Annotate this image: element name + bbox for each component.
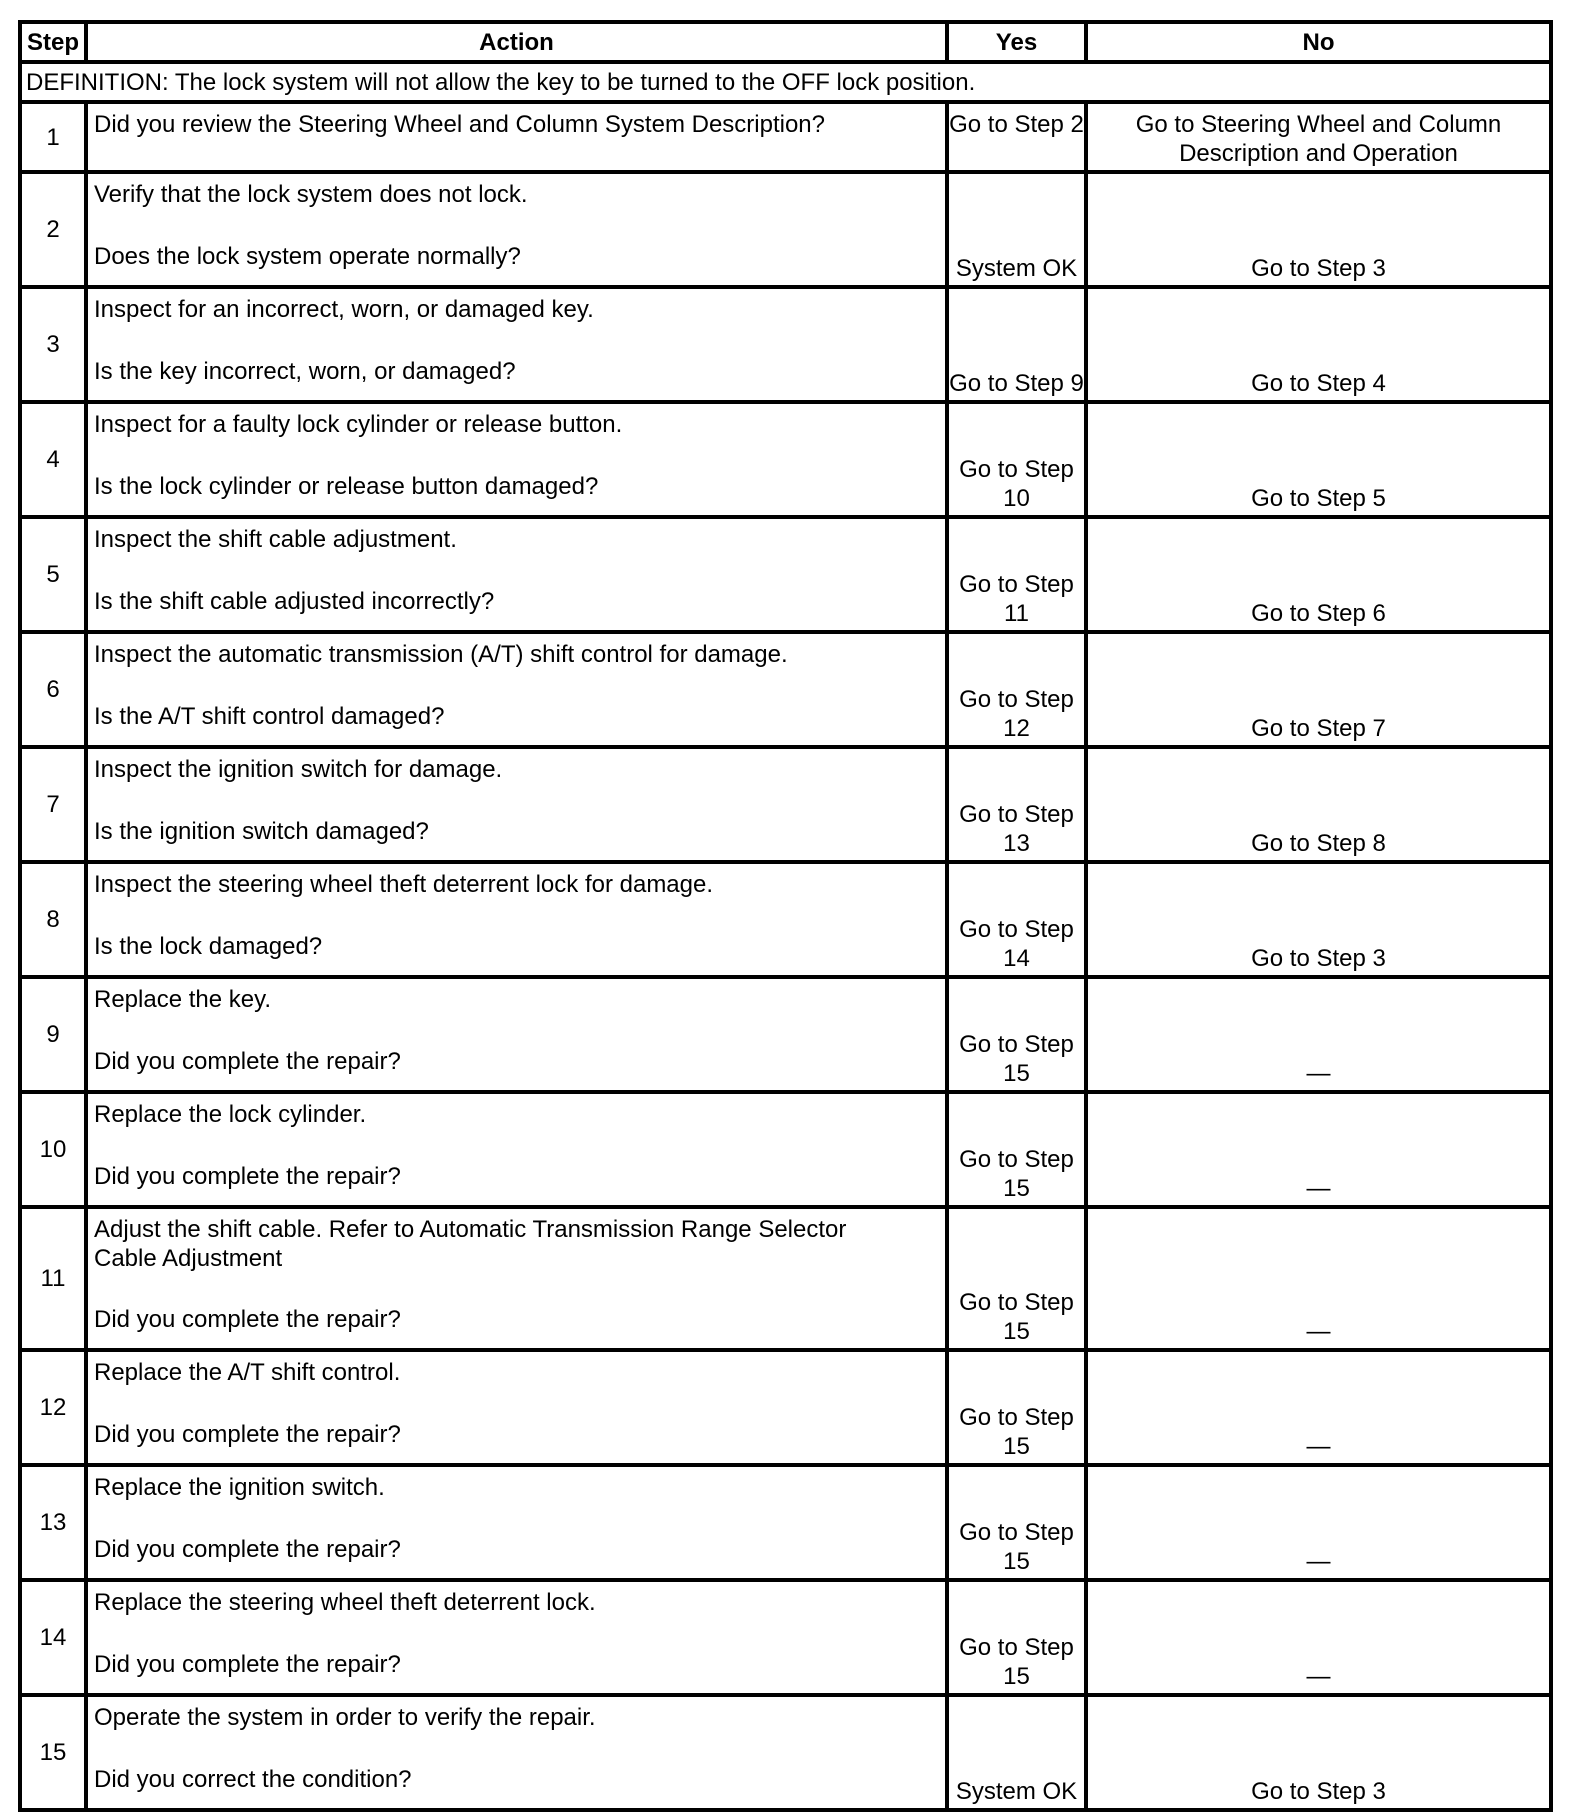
action-cell <box>86 517 947 632</box>
action-cell <box>86 1465 947 1580</box>
action-instruction: Replace the lock cylinder. <box>94 1101 367 1128</box>
action-instruction: Did you review the Steering Wheel and Column System Description? <box>94 111 826 138</box>
yes-cell: Go to Step 11 <box>947 517 1086 632</box>
table-row <box>20 632 1551 747</box>
yes-cell: System OK <box>947 172 1086 287</box>
action-cell <box>86 1092 947 1207</box>
action-question: Is the lock cylinder or release button damaged? <box>94 473 599 500</box>
table-row <box>20 287 1551 402</box>
no-cell: — <box>1086 1580 1551 1695</box>
no-cell: Go to Step 3 <box>1086 862 1551 977</box>
table-row <box>20 1350 1551 1465</box>
table-row <box>20 1695 1551 1810</box>
step-number: 5 <box>20 517 86 632</box>
action-question: Is the lock damaged? <box>94 933 323 960</box>
action-question: Did you complete the repair? <box>94 1651 401 1678</box>
step-number: 9 <box>20 977 86 1092</box>
header-no: No <box>1086 22 1551 62</box>
table-row <box>20 172 1551 287</box>
step-number: 15 <box>20 1695 86 1810</box>
no-cell: Go to Step 4 <box>1086 287 1551 402</box>
action-question: Did you complete the repair? <box>94 1163 401 1190</box>
action-instruction: Inspect for a faulty lock cylinder or release button. <box>94 411 623 438</box>
action-cell <box>86 747 947 862</box>
definition-text: DEFINITION: The lock system will not allow the key to be turned to the OFF lock position. <box>20 62 1551 102</box>
action-instruction: Verify that the lock system does not lock. <box>94 181 528 208</box>
table-row <box>20 747 1551 862</box>
action-instruction: Operate the system in order to verify the repair. <box>94 1704 596 1731</box>
table-row <box>20 1465 1551 1580</box>
yes-cell: Go to Step 12 <box>947 632 1086 747</box>
table-row <box>20 1092 1551 1207</box>
yes-cell: Go to Step 15 <box>947 1092 1086 1207</box>
yes-cell: Go to Step 15 <box>947 1350 1086 1465</box>
action-instruction: Adjust the shift cable. Refer to Automatic Transmission Range Selector Cable Adjustment <box>94 1216 847 1272</box>
no-cell: — <box>1086 977 1551 1092</box>
action-cell <box>86 402 947 517</box>
action-question: Is the A/T shift control damaged? <box>94 703 445 730</box>
action-cell <box>86 1580 947 1695</box>
table-row <box>20 102 1551 172</box>
yes-cell: Go to Step 10 <box>947 402 1086 517</box>
no-cell: — <box>1086 1465 1551 1580</box>
table-row <box>20 1580 1551 1695</box>
yes-cell: Go to Step 13 <box>947 747 1086 862</box>
action-question: Did you complete the repair? <box>94 1306 401 1333</box>
step-number: 6 <box>20 632 86 747</box>
action-question: Did you complete the repair? <box>94 1536 401 1563</box>
header-step: Step <box>20 22 86 62</box>
table-row <box>20 1207 1551 1350</box>
action-instruction: Inspect for an incorrect, worn, or damaged key. <box>94 296 594 323</box>
action-instruction: Replace the A/T shift control. <box>94 1359 401 1386</box>
yes-cell: Go to Step 15 <box>947 1207 1086 1350</box>
action-cell <box>86 102 947 172</box>
no-cell: Go to Step 7 <box>1086 632 1551 747</box>
no-cell: Go to Step 3 <box>1086 172 1551 287</box>
table-header-row <box>20 22 1551 62</box>
action-question: Did you complete the repair? <box>94 1048 401 1075</box>
action-question: Does the lock system operate normally? <box>94 243 521 270</box>
action-cell <box>86 1350 947 1465</box>
yes-cell: Go to Step 15 <box>947 1465 1086 1580</box>
action-instruction: Inspect the automatic transmission (A/T) shift control for damage. <box>94 641 788 668</box>
action-cell <box>86 632 947 747</box>
header-action: Action <box>86 22 947 62</box>
step-number: 8 <box>20 862 86 977</box>
yes-cell: Go to Step 14 <box>947 862 1086 977</box>
step-number: 4 <box>20 402 86 517</box>
no-cell: — <box>1086 1092 1551 1207</box>
step-number: 1 <box>20 102 86 172</box>
diagnostic-table <box>18 20 1553 1812</box>
header-yes: Yes <box>947 22 1086 62</box>
no-cell: Go to Step 3 <box>1086 1695 1551 1810</box>
action-cell <box>86 977 947 1092</box>
action-cell <box>86 1695 947 1810</box>
action-instruction: Inspect the ignition switch for damage. <box>94 756 503 783</box>
no-cell: Go to Step 5 <box>1086 402 1551 517</box>
table-row <box>20 977 1551 1092</box>
no-cell: Go to Step 6 <box>1086 517 1551 632</box>
action-question: Is the key incorrect, worn, or damaged? <box>94 358 516 385</box>
no-cell: — <box>1086 1350 1551 1465</box>
step-number: 2 <box>20 172 86 287</box>
yes-cell: System OK <box>947 1695 1086 1810</box>
yes-cell: Go to Step 2 <box>947 102 1086 172</box>
step-number: 11 <box>20 1207 86 1350</box>
no-cell: Go to Steering Wheel and Column Description and Operation <box>1086 102 1551 172</box>
definition-row <box>20 62 1551 102</box>
step-number: 10 <box>20 1092 86 1207</box>
step-number: 14 <box>20 1580 86 1695</box>
step-number: 13 <box>20 1465 86 1580</box>
no-cell: — <box>1086 1207 1551 1350</box>
action-cell <box>86 862 947 977</box>
table-row <box>20 402 1551 517</box>
table-row <box>20 862 1551 977</box>
yes-cell: Go to Step 9 <box>947 287 1086 402</box>
action-instruction: Replace the key. <box>94 986 271 1013</box>
table-row <box>20 517 1551 632</box>
action-question: Did you correct the condition? <box>94 1766 412 1793</box>
action-question: Did you complete the repair? <box>94 1421 401 1448</box>
no-cell: Go to Step 8 <box>1086 747 1551 862</box>
action-question: Is the ignition switch damaged? <box>94 818 429 845</box>
action-cell <box>86 172 947 287</box>
action-question: Is the shift cable adjusted incorrectly? <box>94 588 495 615</box>
step-number: 3 <box>20 287 86 402</box>
action-cell <box>86 287 947 402</box>
yes-cell: Go to Step 15 <box>947 977 1086 1092</box>
step-number: 12 <box>20 1350 86 1465</box>
action-instruction: Replace the steering wheel theft deterrent lock. <box>94 1589 596 1616</box>
action-instruction: Inspect the steering wheel theft deterrent lock for damage. <box>94 871 714 898</box>
yes-cell: Go to Step 15 <box>947 1580 1086 1695</box>
action-instruction: Replace the ignition switch. <box>94 1474 385 1501</box>
step-number: 7 <box>20 747 86 862</box>
action-instruction: Inspect the shift cable adjustment. <box>94 526 457 553</box>
action-cell <box>86 1207 947 1350</box>
